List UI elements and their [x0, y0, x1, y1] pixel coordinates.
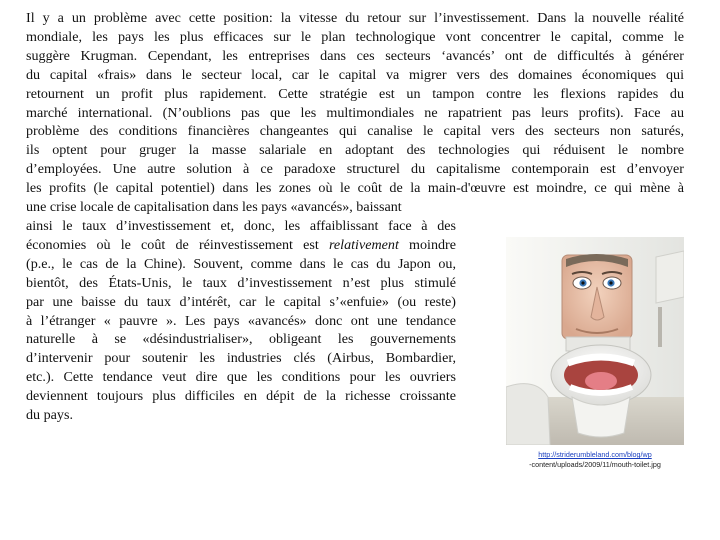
- toilet-face-photo: [506, 237, 684, 445]
- text-line: [26, 236, 456, 255]
- emphasis-word: relativement: [328, 236, 399, 253]
- text-line: suggère Krugman. Cependant, les entreprises dans ces secteurs ‘avancés’ ont de difficultés à générer: [26, 47, 684, 64]
- text-line: retournent un profit plus rapidement. Cette stratégie est un tampon contre les flexions rapides du: [26, 85, 684, 102]
- text-line: du pays.: [26, 407, 73, 424]
- text-line: une crise locale de capitalisation dans les pays «avancés», baissant: [26, 199, 402, 216]
- text-line: les profits (le capital potentiel) dans les zones où le coût de la main-d'œuvre est moindre, ce qui mène à: [26, 180, 684, 197]
- text-line: naturelle à se «désindustrialiser», obligeant les gouvernements: [26, 331, 456, 348]
- text-line: ils optent pour gruger la masse salariale en adoptant des technologies qui réduisent le nombre: [26, 142, 684, 159]
- text-segment: moindre: [398, 236, 457, 253]
- text-line: etc.). Cette tendance veut dire que les conditions pour les ouvriers: [26, 369, 456, 386]
- text-line: par une baisse du taux d’intérêt, car le capital s’«enfuie» (ou reste): [26, 293, 456, 310]
- text-line: Il y a un problème avec cette position: la vitesse du retour sur l’investissement. Dans la nouvelle réalité: [26, 10, 684, 26]
- text-segment: économies où le coût de réinvestissement est: [26, 236, 319, 253]
- caption-path: -content/uploads/2009/11/mouth-toilet.jpg: [529, 460, 661, 469]
- text-line: du capital «frais» dans le secteur local, car le capital va migrer vers des domaines économiques qui: [26, 66, 684, 83]
- text-line: bientôt, des États-Unis, le taux d’investissement n’est plus stimulé: [26, 274, 456, 291]
- text-line: mondiale, les pays les plus efficaces sur le plan technologique vont concentrer le capital, comme le: [26, 28, 684, 45]
- text-line: ainsi le taux d’investissement et, donc, les affaiblissant face à des: [26, 217, 456, 234]
- text-line: marché international. (N’oublions pas que les multimondiales ne rapatrient pas leurs profits). Face au: [26, 104, 684, 121]
- image-caption: [500, 450, 690, 470]
- text-line: d’intervenir pour soutenir les industries clés (Airbus, Bombardier,: [26, 350, 456, 367]
- caption-link[interactable]: http://striderumbleland.com/blog/wp: [538, 450, 652, 459]
- text-line: problème des conditions financières changeantes qui canalise le capital vers des secteurs non saturés,: [26, 123, 684, 140]
- text-line: deviennent toujours plus difficiles en dépit de la richesse croissante: [26, 388, 456, 405]
- text-line: à l’étranger « pauvre ». Les pays «avancés» donc ont une tendance: [26, 312, 456, 329]
- text-line: d’employées. Une autre solution à ce paradoxe structurel du capitalisme contemporain est d’envoyer: [26, 161, 684, 178]
- text-line: (p.e., le cas de la Chine). Souvent, comme dans le cas du Japon ou,: [26, 255, 456, 272]
